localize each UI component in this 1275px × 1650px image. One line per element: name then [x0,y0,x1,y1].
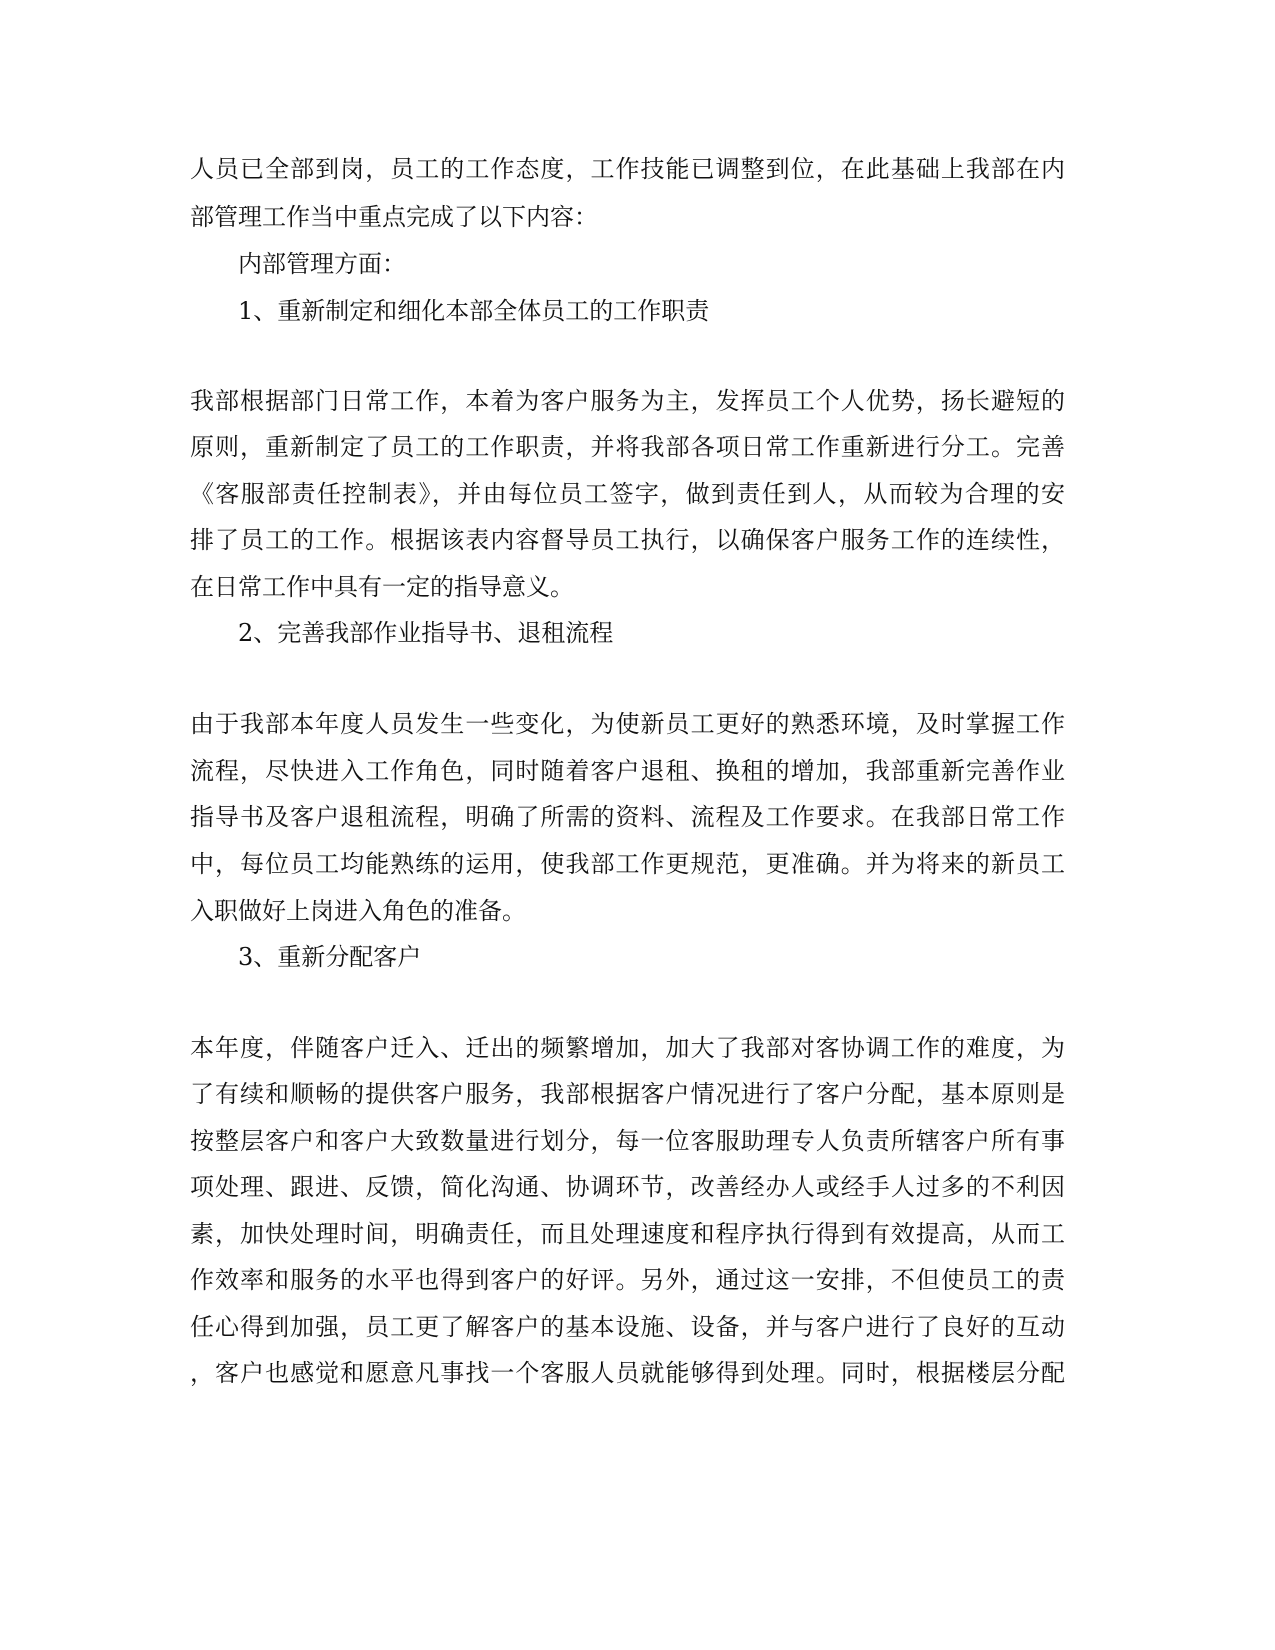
paragraph-line: 中，每位员工均能熟练的运用，使我部工作更规范，更准确。并为将来的新员工 [190,850,1065,878]
paragraph-line: 任心得到加强，员工更了解客户的基本设施、设备，并与客户进行了良好的互动 [190,1313,1065,1341]
paragraph-line: 排了员工的工作。根据该表内容督导员工执行，以确保客户服务工作的连续性， [190,526,1065,554]
paragraph-line: 流程，尽快进入工作角色，同时随着客户退租、换租的增加，我部重新完善作业 [190,757,1065,785]
paragraph-line: 部管理工作当中重点完成了以下内容： [190,203,598,231]
section-heading: 2、完善我部作业指导书、退租流程 [238,619,614,647]
paragraph-line: 按整层客户和客户大致数量进行划分，每一位客服助理专人负责所辖客户所有事 [190,1127,1065,1155]
paragraph-line: 《客服部责任控制表》，并由每位员工签字，做到责任到人，从而较为合理的安 [190,480,1065,508]
paragraph-line: 由于我部本年度人员发生一些变化，为使新员工更好的熟悉环境，及时掌握工作 [190,710,1065,738]
paragraph-line: 了有续和顺畅的提供客户服务，我部根据客户情况进行了客户分配，基本原则是 [190,1080,1065,1108]
paragraph-line: 人员已全部到岗，员工的工作态度，工作技能已调整到位，在此基础上我部在内 [190,155,1065,183]
paragraph-line: 素，加快处理时间，明确责任，而且处理速度和程序执行得到有效提高，从而工 [190,1220,1065,1248]
paragraph-line: 作效率和服务的水平也得到客户的好评。另外，通过这一安排，不但使员工的责 [190,1266,1065,1294]
paragraph-line: 在日常工作中具有一定的指导意义。 [190,573,574,601]
paragraph-line: 我部根据部门日常工作，本着为客户服务为主，发挥员工个人优势，扬长避短的 [190,387,1065,415]
paragraph-line: 本年度，伴随客户迁入、迁出的频繁增加，加大了我部对客协调工作的难度，为 [190,1034,1065,1062]
section-heading: 1、重新制定和细化本部全体员工的工作职责 [238,297,710,325]
paragraph-line: 指导书及客户退租流程，明确了所需的资料、流程及工作要求。在我部日常工作 [190,803,1065,831]
section-heading: 内部管理方面： [238,250,406,278]
section-heading: 3、重新分配客户 [238,943,422,971]
paragraph-line: ，客户也感觉和愿意凡事找一个客服人员就能够得到处理。同时，根据楼层分配 [190,1359,1065,1387]
paragraph-line: 入职做好上岗进入角色的准备。 [190,897,526,925]
paragraph-line: 项处理、跟进、反馈，简化沟通、协调环节，改善经办人或经手人过多的不利因 [190,1173,1065,1201]
paragraph-line: 原则，重新制定了员工的工作职责，并将我部各项日常工作重新进行分工。完善 [190,433,1065,461]
